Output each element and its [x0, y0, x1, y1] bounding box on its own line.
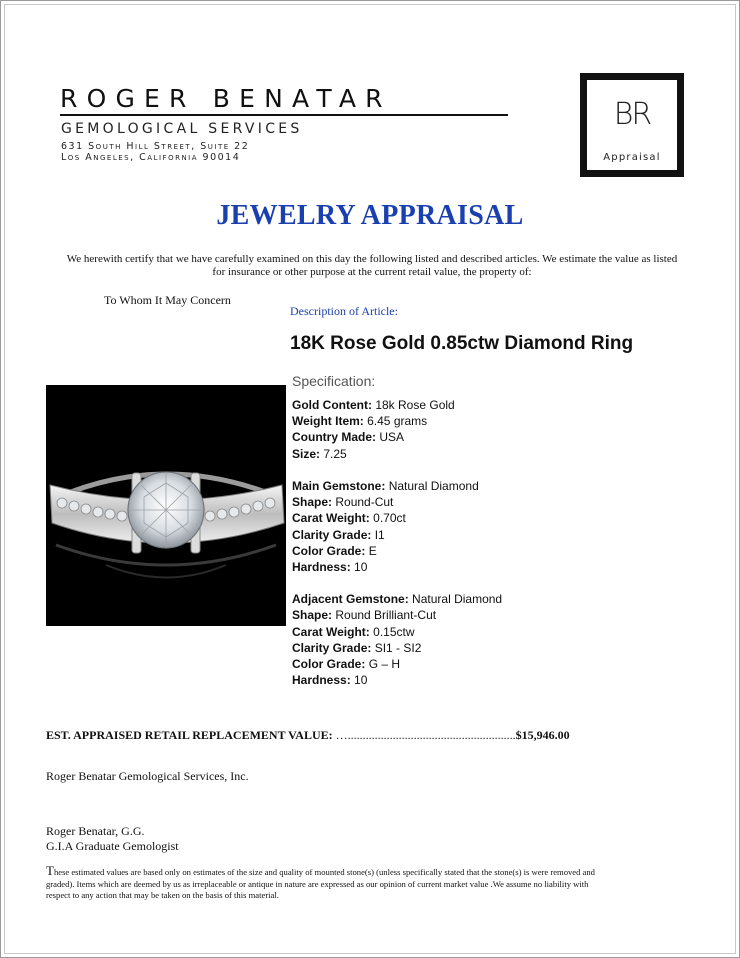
logo-caption: Appraisal	[603, 152, 661, 163]
recipient: To Whom It May Concern	[104, 293, 231, 307]
spec-country-made: Country Made: USA	[292, 430, 405, 445]
spec-adjacent-carat: Carat Weight: 0.15ctw	[292, 624, 415, 639]
disclaimer-text: hese estimated values are based only on estimates of the size and quality of mounted stone(s) (unless specifically stated that the stone(s) is were removed and graded). Items which are deemed by us as irreplaceable or antique in nature are expressed as our opinion of current market value .We assume no liability with respect to any action that may be taken on the basis of this material.	[46, 867, 595, 900]
spec-main-hardness: Hardness: 10	[292, 559, 368, 574]
company-brand: ROGER BENATAR	[60, 84, 392, 113]
spec-adjacent-clarity: Clarity Grade: SI1 - SI2	[292, 640, 422, 655]
spec-adjacent-gemstone: Adjacent Gemstone: Natural Diamond	[292, 592, 503, 607]
item-title: 18K Rose Gold 0.85ctw Diamond Ring	[290, 333, 634, 354]
appraised-value-line	[46, 728, 570, 743]
spec-size: Size: 7.25	[292, 446, 347, 461]
spec-main-clarity: Clarity Grade: I1	[292, 527, 385, 542]
document-title: JEWELRY APPRAISAL	[216, 200, 524, 231]
company-subtitle: GEMOLOGICAL SERVICES	[61, 121, 303, 137]
disclaimer	[46, 865, 606, 902]
specification-list	[292, 397, 502, 688]
spec-weight-item: Weight Item: 6.45 grams	[292, 414, 428, 429]
spec-main-color: Color Grade: E	[292, 543, 377, 558]
certification-text: We herewith certify that we have carefully examined on this day the following listed and described articles. We estimate the value as listed for insurance or other purpose at the current retail value, the property of:	[66, 253, 678, 278]
br-monogram: BR	[613, 97, 651, 132]
spec-main-carat: Carat Weight: 0.70ct	[292, 511, 406, 526]
spec-adjacent-shape: Shape: Round Brilliant-Cut	[292, 608, 437, 623]
value-leader-dots: …........................................................	[335, 728, 516, 742]
ring-photo	[46, 385, 286, 626]
specification-label: Specification:	[292, 373, 376, 389]
company-name: Roger Benatar Gemological Services, Inc.	[46, 769, 249, 783]
appraisal-logo	[580, 73, 684, 177]
disclaimer-drop-cap: T	[46, 863, 54, 878]
signatory-title: G.I.A Graduate Gemologist	[46, 839, 179, 853]
spec-adjacent-color: Color Grade: G – H	[292, 657, 401, 671]
spec-main-gemstone: Main Gemstone: Natural Diamond	[292, 478, 479, 493]
address-line-1: 631 South Hill Street, Suite 22	[61, 141, 250, 152]
appraised-value-amount: $15,946.00	[515, 728, 570, 742]
spec-adjacent-hardness: Hardness: 10	[292, 673, 368, 688]
signatory-name: Roger Benatar, G.G.	[46, 824, 145, 838]
ring-illustration	[46, 385, 286, 626]
spec-main-shape: Shape: Round-Cut	[292, 495, 394, 510]
brand-underline	[60, 114, 508, 116]
appraised-value-label: EST. APPRAISED RETAIL REPLACEMENT VALUE:	[46, 728, 333, 742]
address-line-2: Los Angeles, California 90014	[61, 152, 241, 163]
spec-gold-content: Gold Content: 18k Rose Gold	[292, 398, 455, 412]
description-label: Description of Article:	[290, 304, 398, 318]
